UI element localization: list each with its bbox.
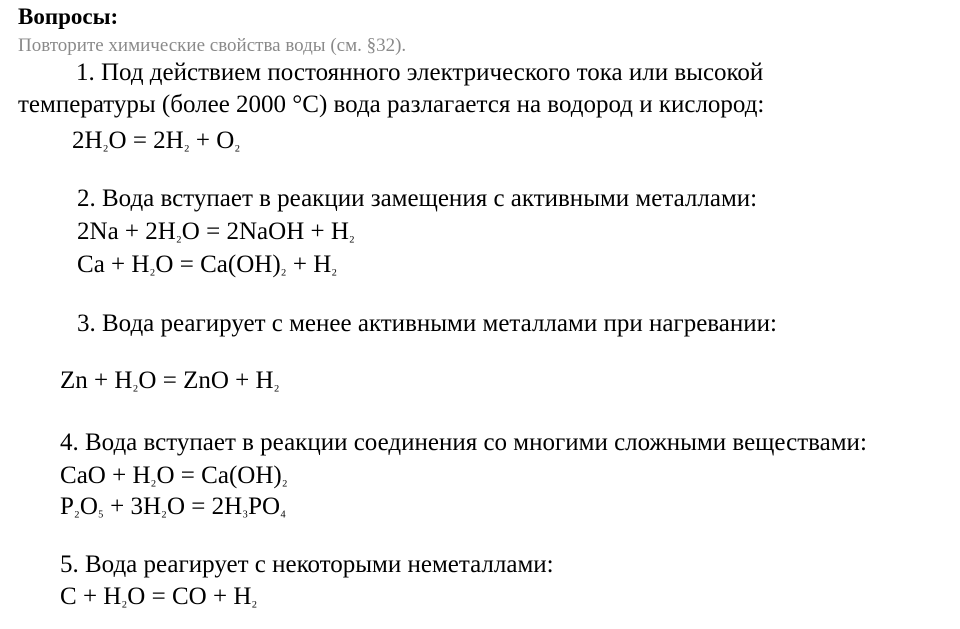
equation-calcium: Ca + H₂O = Ca(OH)₂ + H₂ bbox=[77, 251, 338, 278]
equation-sodium: 2Na + 2H₂O = 2NaOH + H₂ bbox=[77, 218, 355, 245]
equation-phosphorus-oxide: P₂O₅ + 3H₂O = 2H₃PO₄ bbox=[60, 493, 287, 520]
equation-zinc: Zn + H₂O = ZnO + H₂ bbox=[60, 367, 280, 394]
equation-carbon: C + H₂O = CO + H₂ bbox=[60, 583, 258, 610]
item-4-text: 4. Вода вступает в реакции соединения со многими сложными веществами: bbox=[60, 429, 867, 456]
item-2-text: 2. Вода вступает в реакции замещения с активными металлами: bbox=[77, 185, 758, 212]
equation-calcium-oxide: CaO + H₂O = Ca(OH)₂ bbox=[60, 462, 288, 489]
equation-water-decomposition: 2H₂O = 2H₂ + O₂ bbox=[72, 127, 241, 154]
subtitle: Повторите химические свойства воды (см. §32). bbox=[18, 35, 407, 56]
item-5-text: 5. Вода реагирует с некоторыми неметаллами: bbox=[60, 551, 554, 578]
page-heading: Вопросы: bbox=[18, 4, 119, 29]
item-3-text: 3. Вода реагирует с менее активными металлами при нагревании: bbox=[77, 310, 777, 337]
item-1-line-2: температуры (более 2000 °C) вода разлагается на водород и кислород: bbox=[18, 91, 765, 118]
item-1-line-1: 1. Под действием постоянного электрического тока или высокой bbox=[76, 59, 764, 86]
